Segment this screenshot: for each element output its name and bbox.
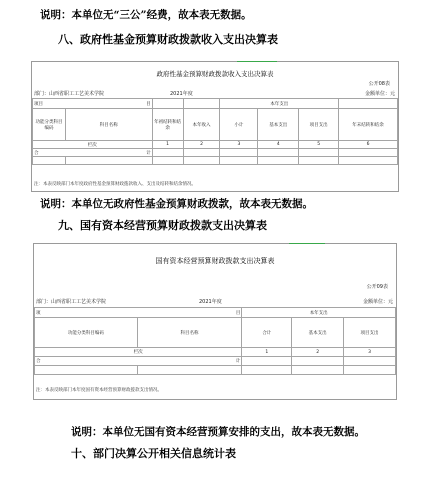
heading-section-9: 九、国有资本经营预算财政拨款支出决算表: [58, 219, 267, 232]
table8-total-row: 合 计: [34, 150, 151, 156]
table8-col-subject: 科目名称: [65, 109, 152, 141]
table9-title: 国有资本经营预算财政拨款支出决算表: [155, 257, 275, 265]
table8-col-carry-end: 年末结转和结余: [339, 109, 398, 141]
table8-col-number: 6: [339, 141, 398, 149]
table9-grid: [34, 307, 396, 375]
table9-col-total: 合计: [242, 318, 292, 348]
table8-col-subtotal: 小计: [220, 109, 258, 141]
table8-col-income: 本年收入: [183, 109, 220, 141]
table9-header-curr-year-expense: 本年支出: [242, 308, 396, 318]
table8-department: 部门：山西省职工工艺美术学院: [34, 91, 105, 97]
heading-section-10: 十、部门决算公开相关信息统计表: [71, 447, 236, 460]
table8-col-number: 1: [152, 141, 183, 149]
heading-section-8: 八、政府性基金预算财政拨款收入支出决算表: [58, 33, 278, 46]
note-no-gov-fund: 说明：本单位无政府性基金预算财政拨款，故本表无数据。: [40, 198, 313, 210]
table9-footnote: 注：本表反映部门本年度国有资本经营预算财政拨款支出情况。: [36, 388, 162, 393]
table8-money-unit: 金额单位：元: [364, 91, 395, 97]
table9-col-project: 项目支出: [344, 318, 396, 348]
table9-department: 部门：山西省职工工艺美术学院: [36, 299, 107, 305]
table8-code: 公开08表: [368, 81, 390, 87]
note-no-three-public-funds: 说明：本单位无“三公”经费，故本表无数据。: [40, 9, 252, 21]
table8-year: 2021年度: [170, 91, 193, 97]
table8-header-curr-year-expense: 本年支出: [220, 99, 339, 109]
table9-header-item: 项 目: [35, 308, 242, 318]
table9-col-number: 1: [242, 348, 292, 357]
note-no-state-capital: 说明：本单位无国有资本经营预算安排的支出，故本表无数据。: [71, 426, 365, 438]
table8-col-number: 2: [183, 141, 220, 149]
table8-footnote: 注：本表反映部门本年度政府性基金预算财政拨款收入、支出及结转和结余情况。: [34, 182, 196, 187]
table8-col-carry-begin: 年初结转和结余: [152, 109, 183, 141]
table8-col-project: 项目支出: [299, 109, 339, 141]
table9-col-number: 3: [344, 348, 396, 357]
table9-money-unit: 金额单位：元: [362, 299, 393, 305]
table9-year: 2021年度: [199, 299, 222, 305]
table9-col-func-code: 功能分类科目编码: [35, 318, 138, 348]
table9-total-row: 合 计: [35, 357, 242, 366]
table8-col-basic: 基本支出: [258, 109, 299, 141]
table9-panel: [33, 243, 397, 400]
table9-col-basic: 基本支出: [292, 318, 344, 348]
table8-panel: [31, 61, 399, 192]
table8-title: 政府性基金预算财政拨款收入支出决算表: [156, 70, 274, 78]
table8-col-number: 5: [299, 141, 339, 149]
table9-code: 公开09表: [366, 284, 388, 290]
table8-col-number: 3: [220, 141, 258, 149]
table9-row-number-label: 栏次: [35, 348, 242, 357]
table8-grid: [32, 98, 398, 165]
table8-col-number: 4: [258, 141, 299, 149]
table8-col-func-code: 功能分类科目编码: [33, 109, 66, 141]
table8-row-number-label: 栏次: [33, 141, 153, 149]
table9-col-number: 2: [292, 348, 344, 357]
table8-header-item: 项目 目: [33, 99, 153, 109]
table9-col-subject: 科目名称: [137, 318, 242, 348]
